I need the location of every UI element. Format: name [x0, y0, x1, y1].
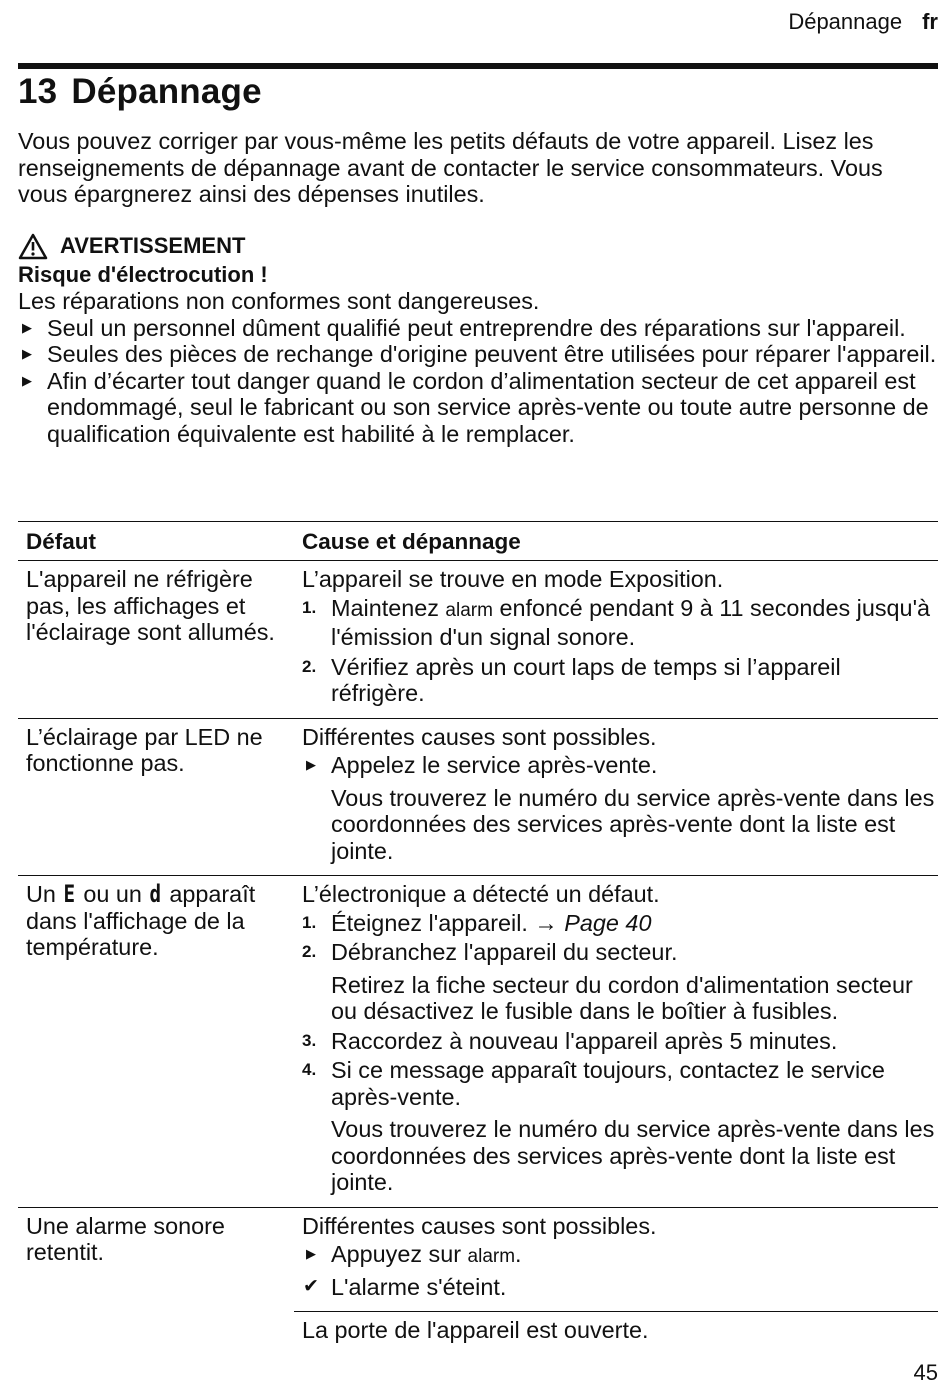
running-header — [788, 9, 938, 35]
cause-cell — [294, 561, 938, 719]
header-rule — [18, 63, 938, 69]
steps-list — [302, 910, 938, 1196]
running-header-section: Dépannage — [788, 9, 903, 34]
table-row — [18, 876, 938, 1208]
list-item: ▶ Seul un personnel dûment qualifié peut entreprendre des réparations sur l'appareil. — [22, 314, 906, 341]
warning-heading — [18, 230, 938, 262]
step-item: 3. Raccordez à nouveau l'appareil après 5 minutes. — [302, 1027, 838, 1054]
step-item: 1. Éteignez l'appareil. → Page 40 — [302, 909, 652, 936]
intro-paragraph: Vous pouvez corriger par vous-même les petits défauts de votre appareil. Lisez les renseignements de dépannage avant de contacter le service consommateurs. Vous vous épargnerez ainsi des dépenses inutiles. — [18, 128, 883, 207]
troubleshooting-table — [18, 521, 938, 1352]
defect-cell: L’éclairage par LED ne fonctionne pas. — [18, 718, 294, 876]
warning-box — [18, 230, 938, 447]
column-header-defect: Défaut — [18, 522, 294, 561]
cause-text: L’appareil se trouve en mode Exposition. — [302, 566, 724, 592]
page-number: 45 — [913, 1360, 938, 1385]
language-code: fr — [922, 9, 938, 34]
error-code-d: d — [149, 880, 162, 908]
steps-list — [302, 1241, 938, 1300]
table-header-row — [18, 522, 938, 561]
step-note: Retirez la fiche secteur du cordon d'alimentation secteur ou désactivez le fusible dans le boîtier à fusibles. — [331, 971, 913, 1024]
step-note: Vous trouverez le numéro du service après-vente dans les coordonnées des services après-vente dont la liste est jointe. — [331, 1116, 935, 1195]
alarm-key-label: alarm — [467, 1246, 516, 1267]
bullet-icon: ▶ — [22, 372, 32, 388]
step-item: ▶ Appelez le service après-vente. — [306, 752, 658, 778]
steps-list — [302, 595, 938, 707]
error-code-e: E — [63, 880, 76, 908]
table-row — [18, 1207, 938, 1312]
warning-text: Les réparations non conformes sont dangereuses. — [18, 288, 540, 314]
alarm-key-label: alarm — [445, 599, 493, 621]
bullet-icon: ▶ — [306, 1246, 316, 1261]
list-item: ▶ Seules des pièces de rechange d'origine peuvent être utilisées pour réparer l'appareil. — [22, 341, 937, 367]
cause-text: L’électronique a détecté un défaut. — [302, 881, 660, 907]
warning-subheading: Risque d'électrocution ! — [18, 262, 268, 287]
result-item: ✔ L'alarme s'éteint. — [303, 1273, 507, 1300]
step-item: 1. Maintenez alarm enfoncé pendant 9 à 11 secondes jusqu'à l'émission d'un signal sonore. — [302, 594, 931, 650]
cause-cell — [294, 1207, 938, 1312]
table-row — [18, 718, 938, 876]
step-item: ▶ Appuyez sur alarm. — [306, 1241, 522, 1267]
cause-text: La porte de l'appareil est ouverte. — [302, 1317, 649, 1343]
checkmark-icon: ✔ — [303, 1275, 319, 1297]
defect-cell: Une alarme sonore retentit. — [26, 1212, 225, 1265]
chapter-title-text: Dépannage — [71, 72, 262, 111]
chapter-title — [18, 72, 262, 112]
cause-text: Différentes causes sont possibles. — [302, 723, 657, 750]
bullet-icon: ▶ — [22, 346, 32, 361]
table-row — [18, 561, 938, 719]
defect-cell: L'appareil ne réfrigère pas, les affichages et l'éclairage sont allumés. — [18, 561, 294, 719]
page-reference-link[interactable]: → Page 40 — [534, 909, 652, 936]
cause-cell — [294, 876, 938, 1208]
step-item: 2. Vérifiez après un court laps de temps si l’appareil réfrigère. — [302, 653, 841, 706]
warning-triangle-icon — [18, 233, 48, 260]
bullet-icon: ▶ — [22, 319, 32, 335]
cause-text: Différentes causes sont possibles. — [302, 1212, 657, 1239]
step-item: 2. Débranchez l'appareil du secteur. — [302, 939, 678, 965]
cause-cell — [294, 718, 938, 876]
steps-list — [302, 752, 938, 864]
bullet-icon: ▶ — [306, 757, 316, 772]
column-header-cause: Cause et dépannage — [294, 522, 938, 561]
step-item: 4. Si ce message apparaît toujours, contactez le service après-vente. — [302, 1057, 885, 1110]
warning-list — [18, 315, 938, 448]
defect-cell: Un E ou un d apparaît dans l'affichage de la température. — [18, 876, 294, 1208]
chapter-number: 13 — [18, 72, 58, 111]
step-note: Vous trouverez le numéro du service après-vente dans les coordonnées des services après-vente dont la liste est jointe. — [331, 784, 935, 864]
list-item: ▶ Afin d’écarter tout danger quand le cordon d’alimentation secteur de cet appareil est endommagé, seul le fabricant ou son service après-vente ou toute autre personne de qualification équivalente est habilité à le remplacer. — [22, 367, 929, 447]
warning-label: AVERTISSEMENT — [60, 233, 246, 258]
cause-cell — [294, 1312, 938, 1352]
